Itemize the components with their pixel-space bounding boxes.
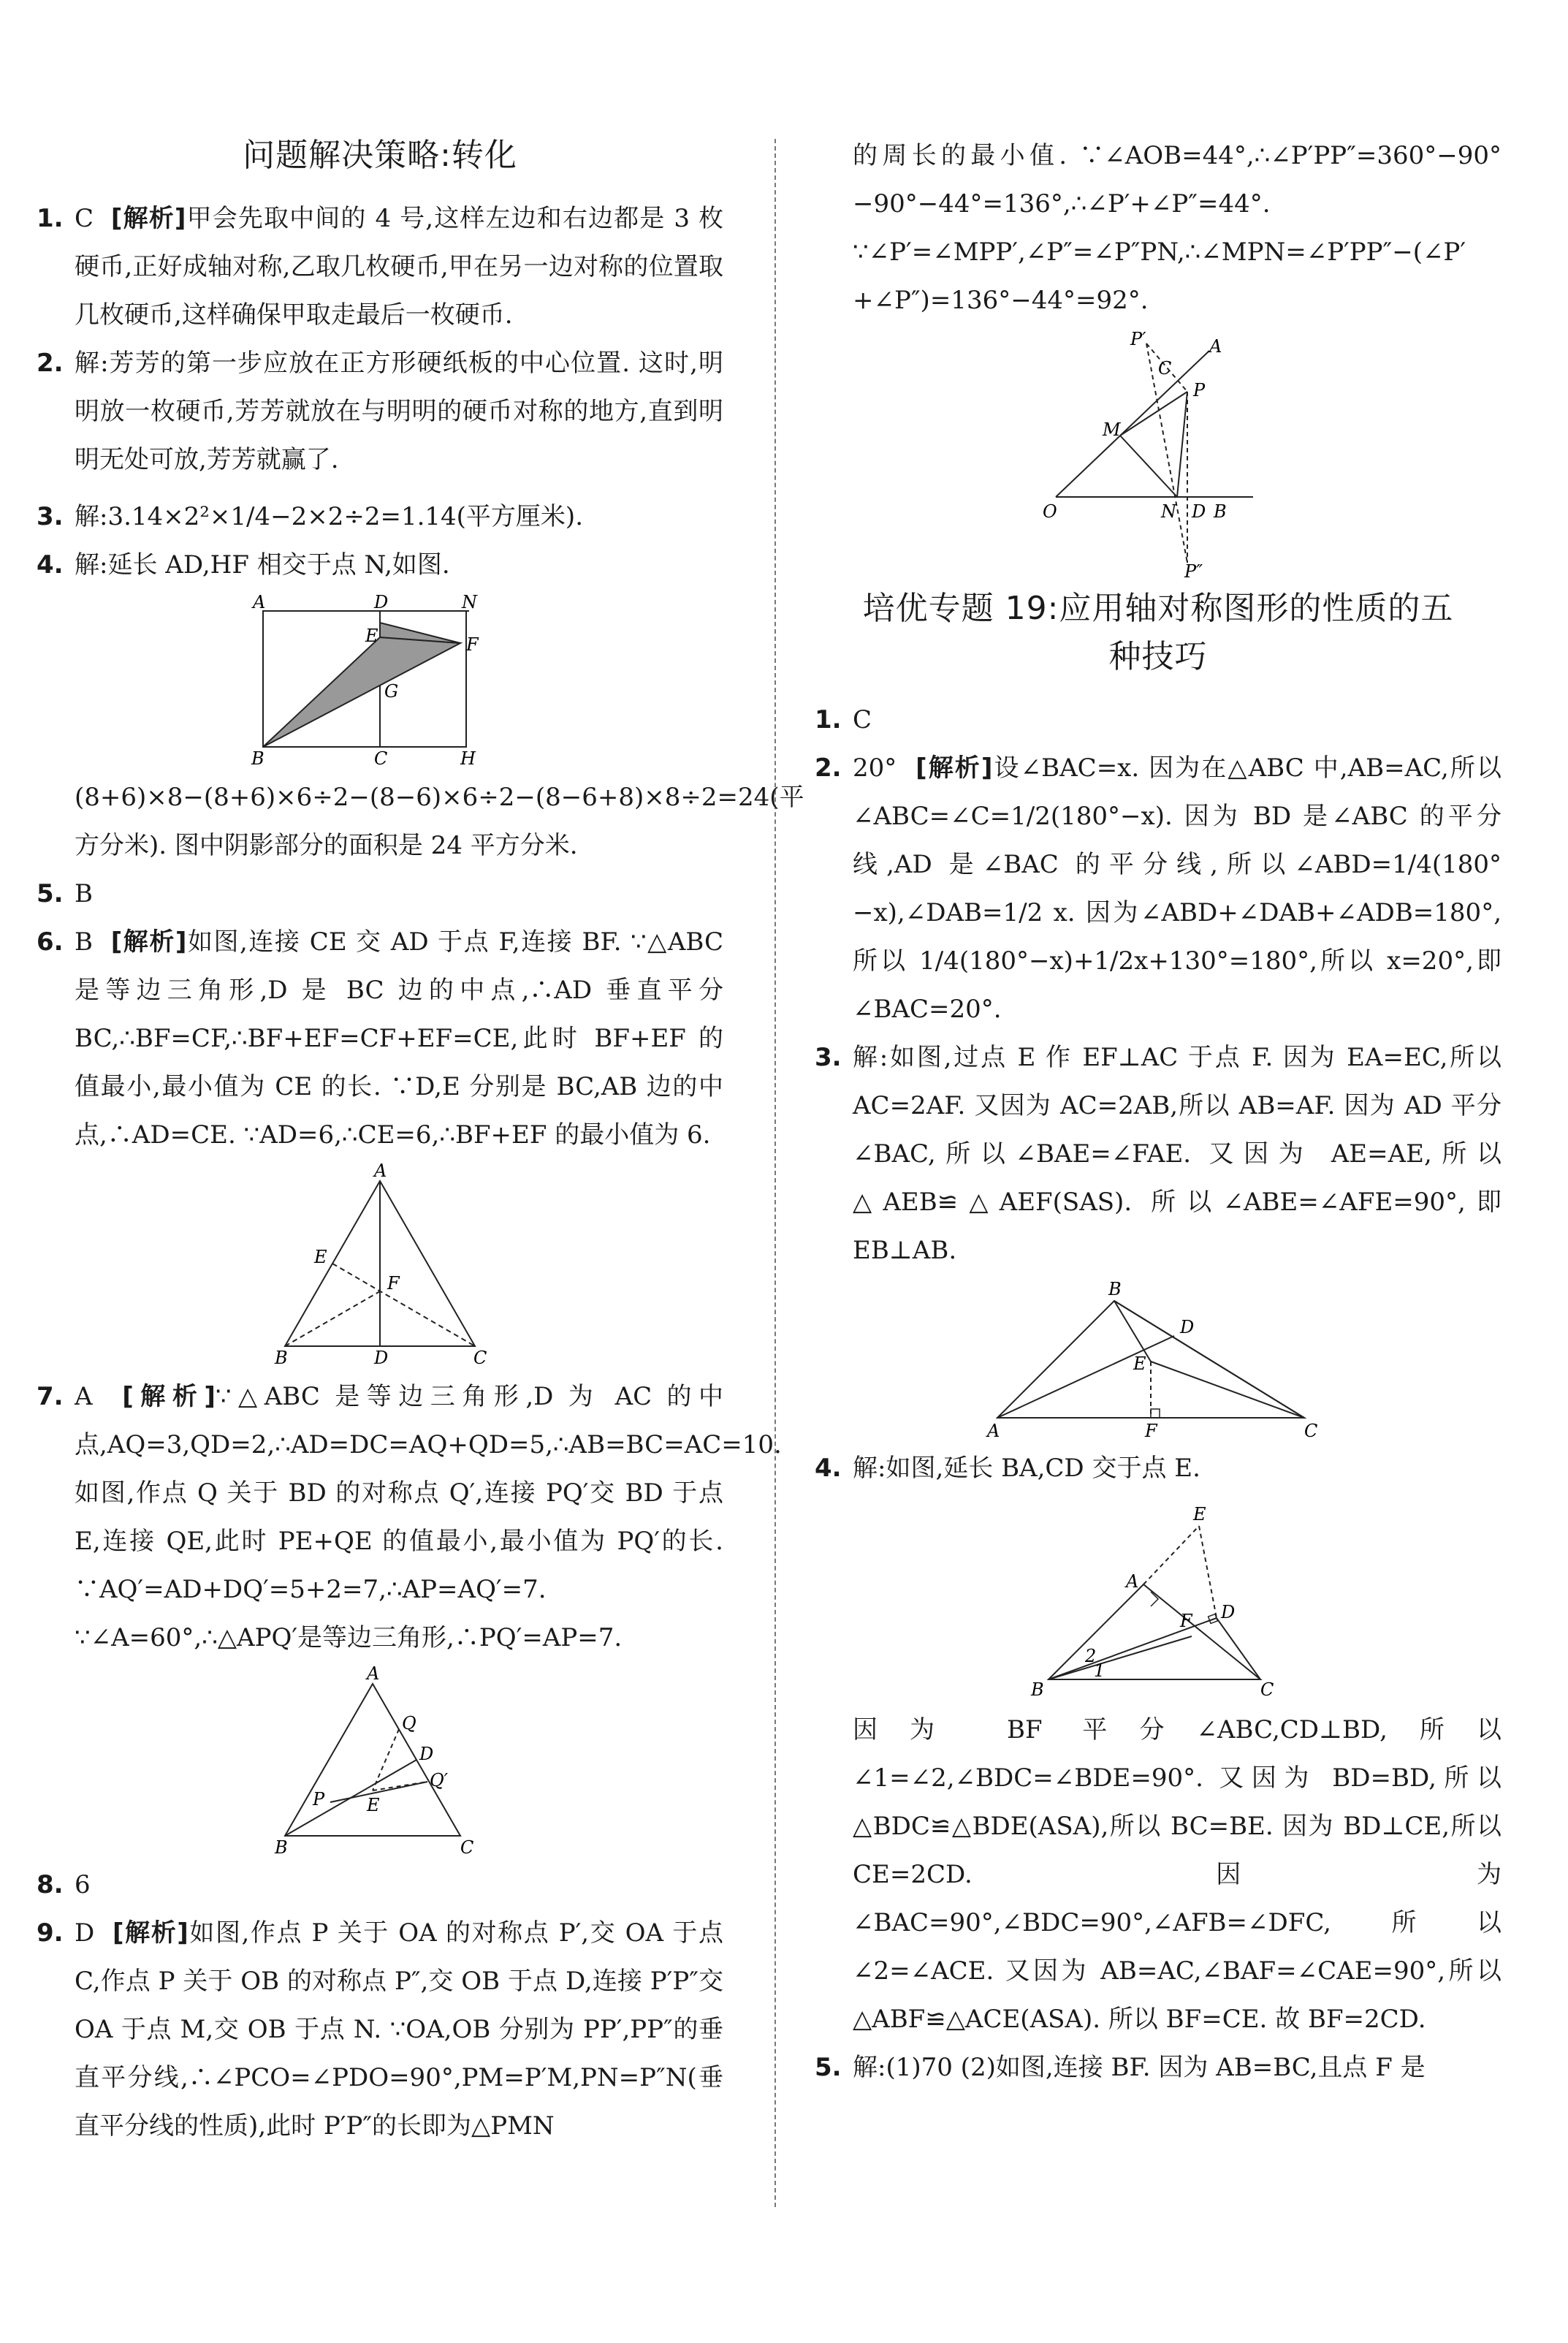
svg-text:B: B: [275, 1837, 288, 1856]
svg-text:C: C: [473, 1348, 487, 1368]
svg-text:D: D: [419, 1744, 434, 1764]
label-B: B: [251, 748, 264, 769]
shaded-triangle-1: [263, 637, 460, 747]
question-6: 6. B [解析]如图,连接 CE 交 AD 于点 F,连接 BF. ∵△ABC 是等边三角形,D 是 BC 边的中点,∴AD 垂直平分 BC,∴BF=CF,∴BF+EF=CF+EF=CE,此时 BF+EF 的值最小,最小值为 CE 的长. ∵D,E 分别是 BC,AB 边的中点,∴AD=CE. ∵AD=6,∴CE=6,∴BF+EF 的最小值为 6.: [37, 927, 724, 1150]
right-column: [815, 132, 1502, 2092]
question-1: 1. C [解析]甲会先取中间的 4 号,这样左边和右边都是 3 枚硬币,正好成轴对称,乙取几枚硬币,甲在另一边对称的位置取几枚硬币,这样确保甲取走最后一枚硬币.: [37, 204, 723, 330]
question-8: 8. 6: [37, 1870, 91, 1899]
label-C: C: [374, 748, 388, 769]
question-9-continued: 的周长的最小值. ∵∠AOB=44°,∴∠P′PP″=360°−90°−90°−44°=136°,∴∠P′+∠P″=44°. ∵∠P′=∠MPP′,∠P″=∠P″PN,∴∠MPN=∠P′PP″−(∠P′+∠P″)=136°−44°=92°.: [853, 141, 1502, 315]
svg-text:A: A: [1209, 336, 1222, 357]
svg-text:A: A: [987, 1421, 1000, 1440]
svg-text:E: E: [367, 1795, 380, 1815]
r-question-5: 5. 解:(1)70 (2)如图,连接 BF. 因为 AB=BC,且点 F 是: [815, 2053, 1426, 2082]
svg-text:F: F: [387, 1273, 400, 1294]
svg-text:N: N: [1161, 501, 1176, 522]
svg-text:C: C: [460, 1837, 474, 1856]
label-N: N: [462, 593, 477, 612]
svg-text:P: P: [1193, 380, 1206, 400]
label-H: H: [460, 748, 476, 769]
section-title-left: 问题解决策略:转化: [243, 137, 517, 174]
svg-text:P″: P″: [1184, 561, 1203, 577]
label-E: E: [365, 626, 378, 646]
svg-text:B: B: [1108, 1279, 1122, 1299]
svg-text:E: E: [1133, 1353, 1146, 1374]
figure-equilateral-triangle-6: [270, 1163, 490, 1368]
svg-text:D: D: [1221, 1602, 1236, 1622]
svg-text:F: F: [1145, 1421, 1157, 1440]
section-title-right: 培优专题 19:应用轴对称图形的性质的五种技巧: [862, 590, 1454, 675]
label-G: G: [384, 681, 399, 702]
r-question-2: 2. 20° [解析]设∠BAC=x. 因为在△ABC 中,AB=AC,所以∠ABC=∠C=1/2(180°−x). 因为 BD 是∠ABC 的平分线,AD 是∠BAC 的平分线,所以∠ABD=1/4(180°−x),∠DAB=1/2 x. 因为∠ABD+∠DAB+∠ADB=180°,所以 1/4(180°−x)+1/2x+130°=180°,所以 x=20°,即∠BAC=20°.: [815, 753, 1502, 1024]
label-D: D: [374, 593, 389, 612]
label-F: F: [466, 634, 479, 655]
question-4-solution: (8+6)×8−(8+6)×6÷2−(8−6)×6÷2−(8−6+8)×8÷2=24(平方分米). 图中阴影部分的面积是 24 平方分米.: [75, 783, 804, 860]
svg-text:D: D: [374, 1348, 389, 1368]
svg-text:D: D: [1192, 501, 1206, 522]
svg-text:A: A: [1126, 1571, 1139, 1592]
figure-triangle-4: [1027, 1497, 1290, 1701]
svg-text:P′: P′: [1130, 329, 1146, 349]
figure-angle-9: [1041, 329, 1275, 577]
figure-triangle-7: [270, 1666, 490, 1856]
r-question-3: 3. 解:如图,过点 E 作 EF⊥AC 于点 F. 因为 EA=EC,所以 AC=2AF. 又因为 AC=2AB,所以 AB=AF. 因为 AD 平分∠BAC,所以∠BAE=∠FAE. 又因为 AE=AE,所以△AEB≌△AEF(SAS). 所以∠ABE=∠AFE=90°,即 EB⊥AB.: [815, 1043, 1502, 1265]
column-divider: [775, 139, 776, 2207]
svg-text:2: 2: [1085, 1646, 1097, 1666]
question-3: 3. 解:3.14×2²×1/4−2×2÷2=1.14(平方厘米).: [37, 502, 584, 531]
r-question-1: 1. C: [815, 705, 872, 734]
svg-text:E: E: [314, 1247, 327, 1267]
svg-text:C: C: [1304, 1421, 1318, 1440]
svg-text:E: E: [1193, 1504, 1206, 1524]
svg-text:C: C: [1260, 1679, 1274, 1700]
svg-text:A: A: [374, 1163, 387, 1181]
svg-text:1: 1: [1094, 1660, 1105, 1681]
figure-rectangle: [248, 593, 511, 769]
svg-text:M: M: [1103, 419, 1121, 440]
svg-text:D: D: [1180, 1317, 1195, 1337]
left-column: [37, 124, 804, 2150]
svg-text:Q′: Q′: [430, 1770, 449, 1791]
svg-text:B: B: [275, 1348, 288, 1368]
svg-text:B: B: [1214, 501, 1227, 522]
svg-text:A: A: [367, 1666, 380, 1684]
figure-triangle-3: [983, 1279, 1333, 1440]
svg-text:B: B: [1031, 1679, 1044, 1700]
svg-text:P: P: [313, 1789, 325, 1810]
svg-text:F: F: [1180, 1611, 1192, 1631]
r-question-4: 4. 解:如图,延长 BA,CD 交于点 E.: [815, 1454, 1200, 1483]
svg-text:C: C: [1158, 358, 1172, 379]
question-2: 2. 解:芳芳的第一步应放在正方形硬纸板的中心位置. 这时,明明放一枚硬币,芳芳就放在与明明的硬币对称的地方,直到明明无处可放,芳芳就赢了.: [37, 349, 723, 474]
question-9: 9. D [解析]如图,作点 P 关于 OA 的对称点 P′,交 OA 于点 C,作点 P 关于 OB 的对称点 P″,交 OB 于点 D,连接 P′P″交 OA 于点 M,交 OB 于点 N. ∵OA,OB 分别为 PP′,PP″的垂直平分线,∴∠PCO=∠PDO=90°,PM=P′M,PN=P″N(垂直平分线的性质),此时 P′P″的长即为△PMN: [37, 1918, 723, 2141]
question-4: 4. 解:延长 AD,HF 相交于点 N,如图.: [37, 550, 450, 580]
question-5: 5. B: [37, 879, 93, 908]
label-A: A: [253, 593, 266, 612]
r-question-4-solution: 因为 BF 平分∠ABC,CD⊥BD,所以∠1=∠2,∠BDC=∠BDE=90°. 又因为 BD=BD,所以△BDC≌△BDE(ASA),所以 BC=BE. 因为 BD⊥CE,所以 CE=2CD. 因为∠BAC=90°,∠BDC=90°,∠AFB=∠DFC,所以∠2=∠ACE. 又因为 AB=AC,∠BAF=∠CAE=90°,所以△ABF≌△ACE(ASA). 所以 BF=CE. 故 BF=2CD.: [853, 1715, 1502, 2034]
svg-text:O: O: [1043, 501, 1057, 522]
question-7: 7. A [解析]∵△ABC 是等边三角形,D 为 AC 的中点,AQ=3,QD=2,∴AD=DC=AQ+QD=5,∴AB=BC=AC=10. 如图,作点 Q 关于 BD 的对称点 Q′,连接 PQ′交 BD 于点 E,连接 QE,此时 PE+QE 的值最小,最小值为 PQ′的长. ∵AQ′=AD+DQ′=5+2=7,∴AP=AQ′=7. ∵∠A=60°,∴△APQ′是等边三角形,∴PQ′=AP=7.: [37, 1382, 782, 1652]
svg-text:Q: Q: [402, 1713, 416, 1733]
